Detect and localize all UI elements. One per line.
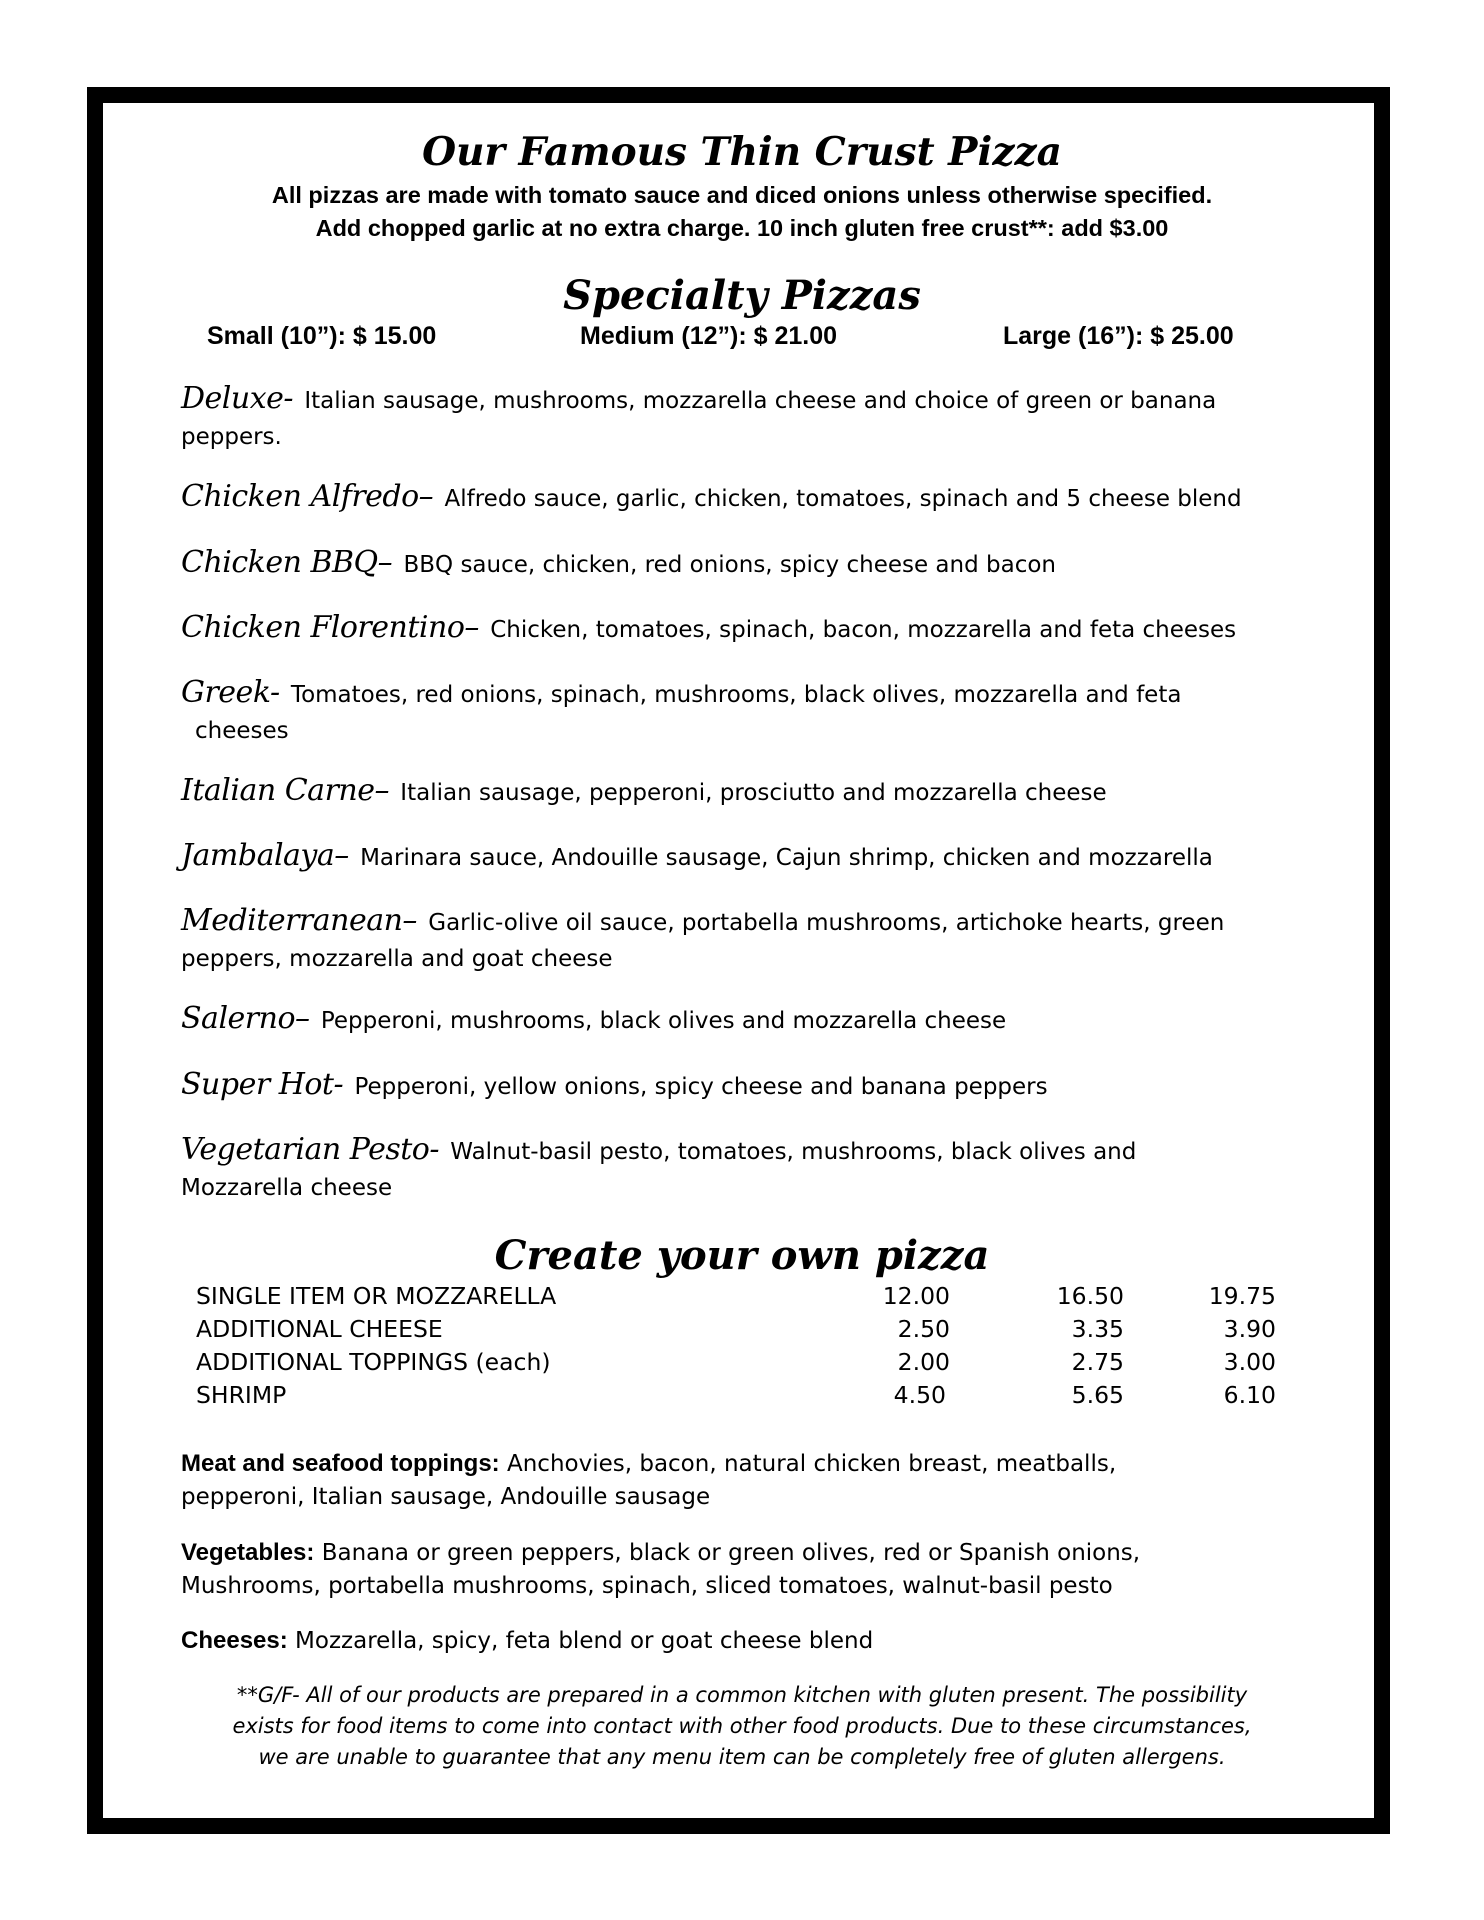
- pizza-name: Mediterranean–: [181, 903, 417, 938]
- pizza-description: Marinara sauce, Andouille sausage, Cajun shrimp, chicken and mozzarella: [360, 845, 1213, 871]
- disclaimer-line-3: we are unable to guarantee that any menu item can be completely free of gluten allergens.: [258, 1745, 1226, 1769]
- meat-toppings-list: Anchovies, bacon, natural chicken breast, meatballs, pepperoni, Italian sausage, Andouille sausage: [181, 1451, 1117, 1510]
- price-row-label: ADDITIONAL TOPPINGS (each): [196, 1348, 551, 1376]
- meat-toppings-label: Meat and seafood toppings:: [181, 1450, 500, 1477]
- pizza-item: [181, 610, 1301, 648]
- price-small: 2.00: [897, 1348, 950, 1376]
- pizza-description: Chicken, tomatoes, spinach, bacon, mozzarella and feta cheeses: [490, 617, 1237, 643]
- price-row: [196, 1280, 1286, 1313]
- cheese-toppings-list: Mozzarella, spicy, feta blend or goat cheese blend: [295, 1628, 874, 1654]
- price-large: 3.90: [1223, 1315, 1276, 1343]
- price-large: 19.75: [1208, 1282, 1276, 1310]
- pizza-description: Walnut-basil pesto, tomatoes, mushrooms, black olives and Mozzarella cheese: [181, 1139, 1137, 1201]
- pizza-item: [181, 479, 1301, 517]
- pizza-name: Salerno–: [181, 1001, 310, 1036]
- pizza-item: [181, 773, 1301, 811]
- pizza-item: [181, 903, 1301, 977]
- cheese-toppings: [181, 1624, 1301, 1658]
- price-row: [196, 1346, 1286, 1379]
- pizza-name: Chicken Alfredo–: [181, 479, 434, 514]
- price-medium: 3.35: [1071, 1315, 1124, 1343]
- vegetable-toppings-label: Vegetables:: [181, 1539, 315, 1566]
- pizza-description: Pepperoni, mushrooms, black olives and mozzarella cheese: [320, 1008, 1007, 1034]
- price-row: [196, 1379, 1286, 1412]
- pizza-name: Italian Carne–: [181, 773, 389, 808]
- pizza-name: Jambalaya–: [181, 838, 349, 873]
- gluten-free-disclaimer: [0, 1680, 1484, 1773]
- specialty-title: Specialty Pizzas: [563, 272, 921, 319]
- size-large-price: Large (16”): $ 25.00: [1003, 322, 1234, 350]
- pizza-name: Greek-: [181, 675, 280, 710]
- size-small-price: Small (10”): $ 15.00: [207, 322, 437, 350]
- pizza-name: Vegetarian Pesto-: [181, 1132, 439, 1167]
- meat-toppings: [181, 1447, 1241, 1514]
- vegetable-toppings-list: Banana or green peppers, black or green olives, red or Spanish onions, Mushrooms, portabella mushrooms, spinach, sliced tomatoes, walnut-basil pesto: [181, 1540, 1141, 1599]
- pizza-description: Alfredo sauce, garlic, chicken, tomatoes, spinach and 5 cheese blend: [444, 486, 1242, 512]
- pizza-item: [181, 1067, 1301, 1105]
- pizza-item: [181, 1132, 1221, 1206]
- pizza-item: [181, 1001, 1301, 1039]
- create-your-own-title: Create your own pizza: [494, 1232, 990, 1279]
- price-row-label: SINGLE ITEM OR MOZZARELLA: [196, 1282, 557, 1310]
- price-large: 6.10: [1223, 1381, 1276, 1409]
- pizza-description: Pepperoni, yellow onions, spicy cheese and banana peppers: [354, 1074, 1048, 1100]
- price-medium: 5.65: [1071, 1381, 1124, 1409]
- price-small: 4.50: [893, 1381, 946, 1409]
- price-small: 2.50: [897, 1315, 950, 1343]
- pizza-item: [181, 381, 1301, 455]
- pizza-description: Garlic-olive oil sauce, portabella mushrooms, artichoke hearts, green peppers, mozzarella and goat cheese: [181, 910, 1225, 972]
- price-medium: 16.50: [1056, 1282, 1124, 1310]
- price-large: 3.00: [1223, 1348, 1276, 1376]
- pizza-item: [181, 838, 1301, 876]
- cheese-toppings-label: Cheeses:: [181, 1627, 288, 1654]
- disclaimer-line-2: exists for food items to come into contact with other food products. Due to these circumstances,: [232, 1714, 1252, 1738]
- price-row-label: SHRIMP: [196, 1381, 287, 1409]
- pizza-description-continued: cheeses: [195, 718, 289, 744]
- pizza-description: Tomatoes, red onions, spinach, mushrooms, black olives, mozzarella and feta: [290, 682, 1182, 708]
- vegetable-toppings: [181, 1536, 1241, 1603]
- pizza-name: Deluxe-: [181, 381, 294, 416]
- price-small: 12.00: [882, 1282, 950, 1310]
- pizza-item: [181, 545, 1301, 583]
- disclaimer-line-1: **G/F- All of our products are prepared in a common kitchen with gluten present. The possibility: [236, 1683, 1248, 1707]
- price-medium: 2.75: [1071, 1348, 1124, 1376]
- pizza-name: Chicken BBQ–: [181, 545, 393, 580]
- intro-line-1: All pizzas are made with tomato sauce and diced onions unless otherwise specified.: [271, 182, 1213, 208]
- pizza-name: Chicken Florentino–: [181, 610, 479, 645]
- price-row: [196, 1313, 1286, 1346]
- pizza-description: Italian sausage, mushrooms, mozzarella cheese and choice of green or banana peppers.: [181, 388, 1217, 450]
- pizza-description: BBQ sauce, chicken, red onions, spicy cheese and bacon: [403, 552, 1057, 578]
- intro-line-2: Add chopped garlic at no extra charge. 10 inch gluten free crust**: add $3.00: [315, 215, 1169, 241]
- pizza-name: Super Hot-: [181, 1067, 344, 1102]
- page-title: Our Famous Thin Crust Pizza: [422, 129, 1062, 175]
- pizza-item: [181, 675, 1301, 749]
- pizza-description: Italian sausage, pepperoni, prosciutto and mozzarella cheese: [400, 780, 1107, 806]
- size-medium-price: Medium (12”): $ 21.00: [580, 322, 838, 350]
- price-row-label: ADDITIONAL CHEESE: [196, 1315, 443, 1343]
